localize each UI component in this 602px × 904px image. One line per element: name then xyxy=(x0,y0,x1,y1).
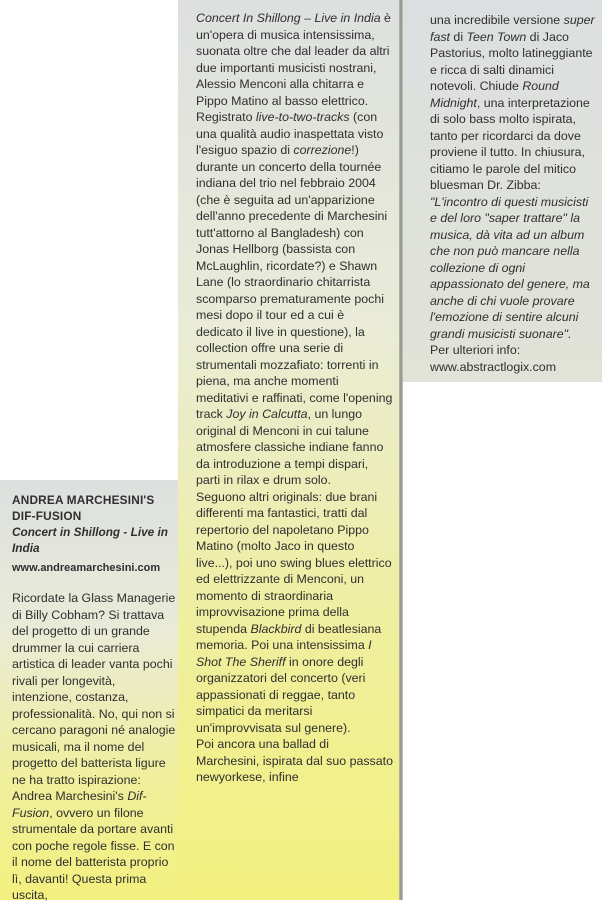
paragraph: Seguono altri originals: due brani differenti ma fantastici, tratti dal repertorio del napoletano Pippo Matino (molto Jaco in questo live...), poi uno swing blues elettrico ed elettrizzante di Menconi, un momento di straordinaria improvvisazione prima della stupenda Blackbird di beatlesiana memoria. Poi una intensissima I Shot The Sheriff in onore degli organizzatori del concerto (veri appassionati di reggae, tanto simpatici da meritarsi un'improvvisata sul genere). xyxy=(196,489,392,735)
column-right xyxy=(430,12,595,375)
paragraph: Poi ancora una ballad di Marchesini, ispirata dal suo passato newyorkese, infine xyxy=(196,737,393,784)
column-left xyxy=(12,492,178,904)
website-link[interactable]: www.andreamarchesini.com xyxy=(12,562,161,574)
info-link[interactable]: www.abstractlogix.com xyxy=(430,359,557,374)
column-middle xyxy=(196,10,394,786)
paragraph: Concert In Shillong – Live in India è un'opera di musica intensissima, suonata oltre che dal leader da altri due importanti musicisti nostrani, Alessio Menconi alla chitarra e Pippo Matino al basso elettrico. xyxy=(196,11,391,108)
article-title: ANDREA MARCHESINI'S DIF-FUSION xyxy=(12,493,155,523)
album-title: Concert in Shillong - Live in India xyxy=(12,525,168,555)
paragraph: Registrato live-to-two-tracks (con una qualità audio inaspettata visto l'esiguo spazio di correzione!) durante un concerto della tournée indiana del trio nel febbraio 2004 (che è seguita ad un'apparizione dell'anno precedente di Marchesini tutt'attorno al Bangladesh) con Jonas Hellborg (bassista con McLaughlin, ricordate?) e Shawn Lane (lo straordinario chitarrista scomparso prematuramente pochi mesi dopo il tour ed a cui è dedicato il live in questione), la collection offre una serie di strumentali mozzafiato: torrenti in piena, ma anche momenti meditativi e raffinati, come l'opening track Joy in Calcutta, un lungo original di Menconi in cui talune atmosfere classiche indiane fanno da introduzione a tempi dispari, parti in rilax e drum solo. xyxy=(196,110,393,487)
paragraph: Ricordate la Glass Managerie di Billy Cobham? Si trattava del progetto di un grande drummer la cui carriera artistica di leader vanta pochi rivali per longevità, intenzione, costanza, professionalità. No, qui non si cercano paragoni né analogie musicali, ma il nome del progetto del batterista ligure ne ha tratto ispirazione: Andrea Marchesini's Dif-Fusion, ovvero un filone strumentale da portare avanti con poche regole fisse. E con il nome del batterista proprio lì, davanti! Questa prima uscita, xyxy=(12,591,176,902)
page-fold xyxy=(399,0,403,900)
quote: "L'incontro di questi musicisti e del loro "saper trattare" la musica, dà vita ad un album che non può mancare nella collezione di ogni appassionato del genere, ma anche di chi vuole provare l'emozione di sentire alcuni grandi musicisti suonare". xyxy=(430,194,590,341)
info-label: Per ulteriori info: xyxy=(430,343,521,357)
paragraph: una incredibile versione super fast di Teen Town di Jaco Pastorius, molto latineggiante e ricca di salti dinamici notevoli. Chiude Round Midnight, una interpretazione di solo bass molto ispirata, tanto per ricordarci da dove proviene il tutto. In chiusura, citiamo le parole del mitico bluesman Dr. Zibba: "L'incontro di questi musicisti e del loro "saper trattare" la musica, dà vita ad un album che non può mancare nella collezione di ogni appassionato del genere, ma anche di chi vuole provare l'emozione di sentire alcuni grandi musicisti suonare". xyxy=(430,13,595,341)
